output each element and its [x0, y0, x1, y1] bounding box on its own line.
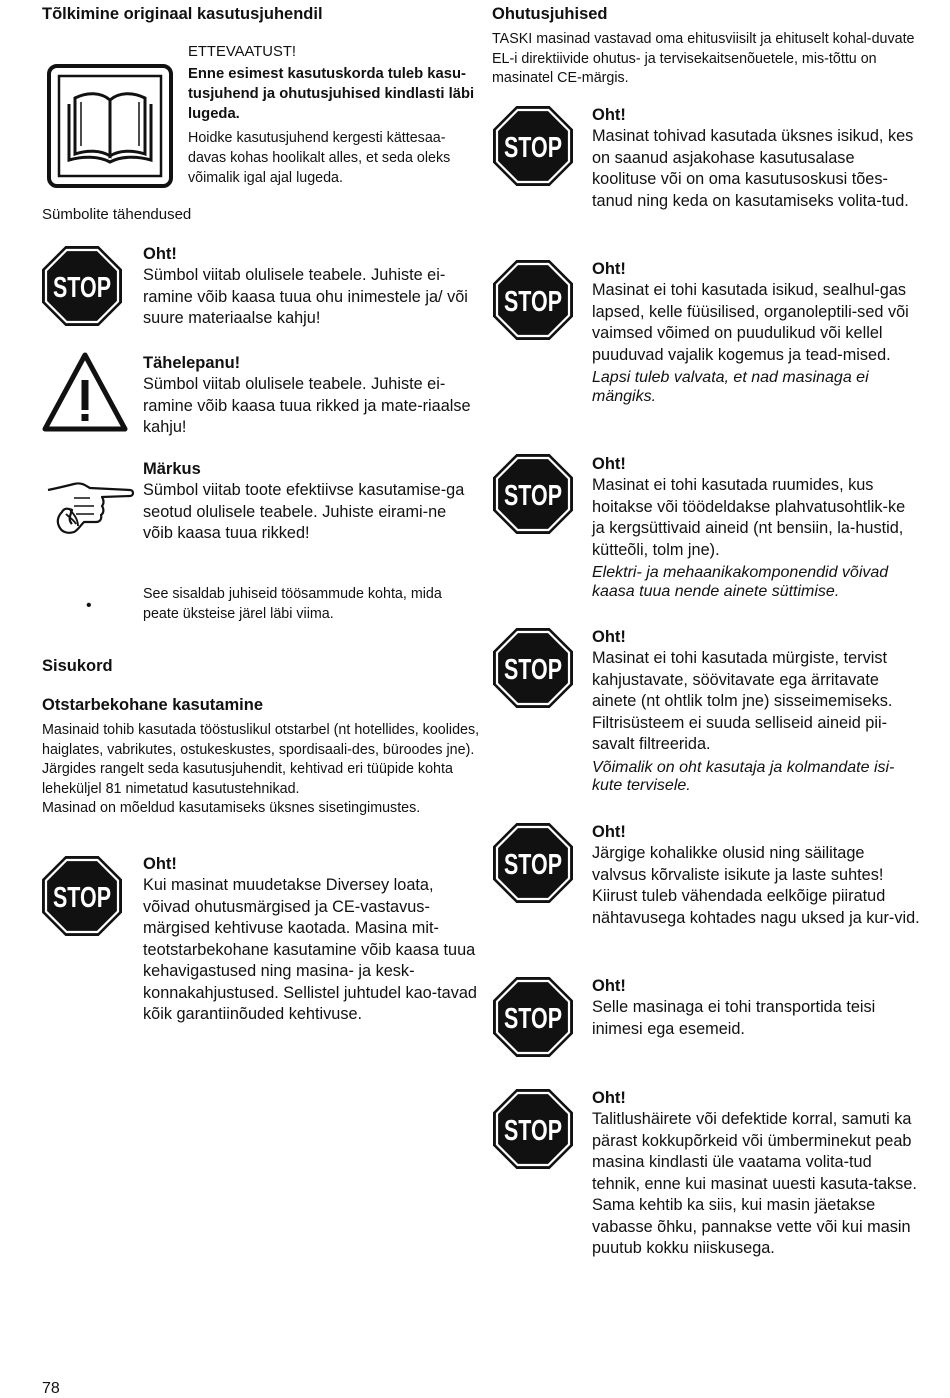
symbol-attention — [143, 352, 478, 439]
symbol-note-title: Märkus — [143, 460, 201, 478]
warning-title: Oht! — [592, 260, 626, 278]
warning-note: Lapsi tuleb valvata, et nad masinaga ei mängiks. — [592, 369, 869, 405]
warning-block — [592, 258, 922, 406]
stop-sign-label: STOP — [504, 1115, 562, 1147]
stop-icon — [493, 1089, 573, 1169]
warning-title: Oht! — [592, 455, 626, 473]
symbol-attention-text: Sümbol viitab olulisele teabele. Juhiste ei-ramine võib kaasa tuua rikked ja mate-riaalse kahju! — [143, 375, 471, 436]
main-heading: Tõlkimine originaal kasutusjuhendil — [42, 5, 323, 23]
symbols-heading: Sümbolite tähendused — [42, 206, 192, 223]
bullet-text: See sisaldab juhiseid töösammude kohta, mida peate üksteise järel läbi viima. — [143, 586, 442, 622]
bullet-symbol: • — [86, 597, 92, 614]
pointing-hand-icon — [44, 480, 136, 536]
stop-icon — [493, 454, 573, 534]
symbol-note — [143, 458, 478, 545]
caution-text: Hoidke kasutusjuhend kergesti kättesaa-davas kohas hoolikalt alles, et seda oleks võimalik igal ajal lugeda. — [188, 130, 451, 186]
warning-note: Võimalik on oht kasutaja ja kolmandate isi-kute tervisele. — [592, 758, 895, 794]
symbol-attention-title: Tähelepanu! — [143, 354, 241, 372]
intended-use-heading: Otstarbekohane kasutamine — [42, 696, 263, 714]
warning-text: Järgige kohalikke olusid ning säilitage valvsus kõrvaliste isikute ja laste suhtes! Kiirust tuleb vähendada eelkõige piiratud nähtavusega kohtades nagu uksed ja kur-vid. — [592, 844, 920, 927]
stop-icon — [42, 246, 122, 326]
intended-use-p3: Masinad on mõeldud kasutamiseks üksnes sisetingimustes. — [42, 800, 421, 816]
warning-title: Oht! — [592, 823, 626, 841]
safety-intro: TASKI masinad vastavad oma ehitusviisilt ja ehituselt kohal-duvate EL-i direktiivide ohutus- ja tervisekaitsenõuetele, mis-tõttu on masinatel CE-märgis. — [492, 31, 915, 86]
warning-title: Oht! — [592, 977, 626, 995]
warning-text: Masinat ei tohi kasutada mürgiste, tervist kahjustavate, söövitavate ega ärritavate ainete (nt ohtlik tolm jne) sisseimemiseks. Filtrisüsteem ei suuda selliseid aineid pii-savalt filtreerida. — [592, 649, 893, 753]
warning-text: Selle masinaga ei tohi transportida teisi inimesi ega esemeid. — [592, 998, 876, 1038]
warning-text: Masinat ei tohi kasutada ruumides, kus hoitakse või töödeldakse plahvatusohtlik-ke ja kergsüttivaid aineid (nt bensiin, la-hustid, kütteõli, tolm jne). — [592, 476, 906, 559]
warning-title: Oht! — [592, 1089, 626, 1107]
stop-icon — [42, 856, 122, 936]
stop-sign-label: STOP — [504, 654, 562, 686]
warning-text: Talitlushäirete või defektide korral, samuti ka pärast kokkupõrkeid või ümberminekut peab masina kindlasti üle vaatama volita-tud tehnik, enne kui masinat uuesti kasuta-takse. Sama kehtib ka siis, kui masin jäetakse vabasse õhku, pannakse vette või kui masin puutub kokku niiskusega. — [592, 1110, 917, 1257]
stop-sign-label: STOP — [504, 286, 562, 318]
warning-block — [592, 104, 922, 212]
caution-title: ETTEVAATUST! — [188, 44, 296, 60]
symbol-danger — [143, 243, 478, 330]
read-manual-icon — [47, 64, 173, 188]
symbol-danger-title: Oht! — [143, 245, 177, 263]
stop-sign-label: STOP — [504, 480, 562, 512]
page-number: 78 — [42, 1380, 60, 1397]
stop-icon — [493, 628, 573, 708]
warning-block — [592, 821, 922, 929]
warning-block — [592, 975, 922, 1040]
caution-bold-text: Enne esimest kasutuskorda tuleb kasu-tusjuhend ja ohutusjuhised kindlasti läbi lugeda. — [188, 66, 475, 122]
warning-text: Masinat tohivad kasutada üksnes isikud, kes on saanud asjakohase kasutusalase koolituse või on oma kasutusoskusi tões-tanud ning keda on kasutamiseks volita-tud. — [592, 127, 914, 210]
stop-sign-label: STOP — [504, 132, 562, 164]
intended-use-p2: Järgides rangelt seda kasutusjuhendit, kehtivad eri tüüpide kohta leheküljel 81 nimetatud kasutustehnikad. — [42, 761, 453, 797]
warning-block — [592, 626, 922, 796]
safety-heading: Ohutusjuhised — [492, 5, 608, 23]
stop-sign-label: STOP — [504, 849, 562, 881]
stop-sign-label: STOP — [504, 1003, 562, 1035]
symbol-note-text: Sümbol viitab toote efektiivse kasutamise-ga seotud olulisele teabele. Juhiste eirami-ne võib kaasa tuua rikked! — [143, 481, 465, 542]
intended-use-p1: Masinaid tohib kasutada tööstuslikul otstarbel (nt hotellides, koolides, haiglates, vabrikutes, ostukeskustes, spordisaali-des, büroodes jne). — [42, 722, 480, 758]
warning-title: Oht! — [592, 628, 626, 646]
warning-triangle-icon — [42, 352, 128, 432]
intended-use-warning — [143, 853, 478, 1026]
intended-use-warning-text: Kui masinat muudetakse Diversey loata, võivad ohutusmärgised ja CE-vastavus-märgised kehtivuse kaotada. Masina mit-teotstarbekohane kasutamine võib kaasa tuua kehavigastused ning masina- ja kesk-konnakahjustused. Sellistel juhtudel kao-tavad kõik garantiinõuded kehtivuse. — [143, 876, 477, 1023]
warning-block — [592, 453, 922, 601]
caution-block — [188, 42, 478, 188]
warning-note: Elektri- ja mehaanikakomponendid võivad kaasa tuua nende ainete süttimise. — [592, 564, 889, 600]
stop-icon — [493, 106, 573, 186]
stop-icon — [493, 260, 573, 340]
warning-block — [592, 1087, 922, 1260]
symbol-danger-text: Sümbol viitab olulisele teabele. Juhiste ei-ramine võib kaasa tuua ohu inimestele ja/ või suure materiaalse kahju! — [143, 266, 468, 327]
warning-text: Masinat ei tohi kasutada isikud, sealhul-gas lapsed, kelle füüsilised, organoleptili-sed või vaimsed võimed on puudulikud või kellel puuduvad vajalik kogemus ja tead-mised. — [592, 281, 909, 364]
stop-sign-label: STOP — [53, 882, 111, 914]
contents-heading: Sisukord — [42, 657, 113, 675]
intended-use-warning-title: Oht! — [143, 855, 177, 873]
stop-icon — [493, 977, 573, 1057]
warning-title: Oht! — [592, 106, 626, 124]
stop-icon — [493, 823, 573, 903]
stop-sign-label: STOP — [53, 272, 111, 304]
intended-use-body — [42, 721, 482, 819]
